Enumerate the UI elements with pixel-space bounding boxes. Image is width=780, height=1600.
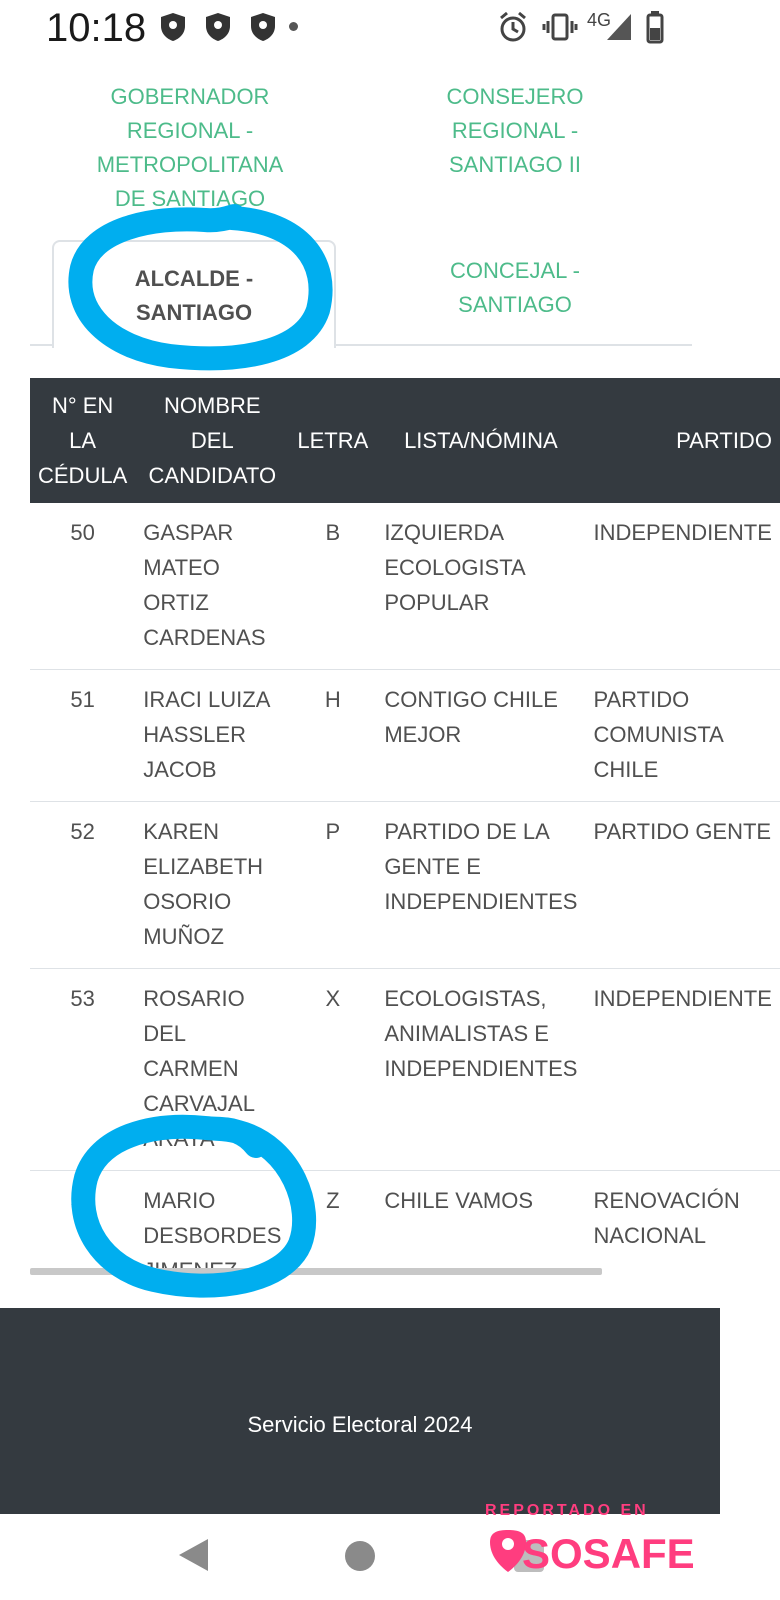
cell-partido: INDEPENDIENTE bbox=[593, 520, 772, 545]
cell-numero: 51 bbox=[30, 670, 135, 802]
candidates-table-container[interactable] bbox=[30, 378, 772, 1268]
cell-numero: 54 bbox=[30, 1171, 135, 1303]
cell-partido: RENOVACIÓN NACIONAL bbox=[585, 1171, 779, 1303]
cell-nombre: GASPAR MATEO ORTIZ CARDENAS bbox=[143, 520, 266, 650]
header-nombre: NOMBRE DEL CANDIDATO bbox=[135, 378, 289, 503]
cell-numero: 50 bbox=[70, 520, 95, 545]
election-tabs bbox=[30, 80, 692, 345]
page-footer bbox=[0, 1308, 720, 1514]
table-header-row bbox=[30, 378, 780, 503]
alarm-icon bbox=[498, 10, 528, 44]
tab-consejero-regional[interactable]: CONSEJERO REGIONAL - SANTIAGO II bbox=[446, 84, 584, 177]
footer-text: Servicio Electoral 2024 bbox=[247, 1412, 473, 1437]
tab-gobernador-regional[interactable]: GOBERNADOR REGIONAL - METROPOLITANA DE SANTIAGO bbox=[96, 84, 284, 211]
header-numero: N° EN LA CÉDULA bbox=[30, 378, 135, 503]
svg-text:SOSAFE: SOSAFE bbox=[522, 1530, 695, 1577]
cell-numero: 53 bbox=[30, 969, 135, 1171]
sosafe-logo bbox=[486, 1524, 706, 1590]
header-lista: LISTA/NÓMINA bbox=[376, 378, 585, 503]
cell-partido: PARTIDO COMUNISTA CHILE bbox=[585, 670, 779, 802]
battery-icon bbox=[646, 10, 664, 44]
cell-partido: INDEPENDIENTE bbox=[585, 969, 779, 1171]
header-letra: LETRA bbox=[289, 378, 376, 503]
cell-letra: Z bbox=[289, 1171, 376, 1303]
cell-lista: CONTIGO CHILE MEJOR bbox=[376, 670, 585, 802]
cell-letra: X bbox=[289, 969, 376, 1171]
watermark-caption: REPORTADO EN bbox=[485, 1502, 649, 1519]
shield-icon bbox=[203, 11, 233, 43]
cell-nombre: MARIO DESBORDES bbox=[135, 1171, 289, 1303]
cell-numero: 52 bbox=[30, 802, 135, 969]
header-partido: PARTIDO bbox=[585, 378, 779, 503]
cell-nombre: KAREN ELIZABETH OSORIO MUÑOZ bbox=[135, 802, 289, 969]
status-time: 10:18 bbox=[46, 6, 147, 50]
tab-alcalde[interactable] bbox=[52, 240, 336, 348]
cell-lista: ECOLOGISTAS, ANIMALISTAS E INDEPENDIENTES bbox=[376, 969, 585, 1171]
shield-icon bbox=[248, 11, 278, 43]
cell-lista: IZQUIERDA ECOLOGISTA POPULAR bbox=[384, 520, 525, 615]
notification-dot bbox=[289, 22, 298, 31]
table-row bbox=[30, 802, 780, 969]
table-row bbox=[30, 1171, 780, 1303]
vibrate-icon bbox=[543, 10, 577, 44]
cell-lista: CHILE VAMOS bbox=[376, 1171, 585, 1303]
table-horizontal-scrollbar[interactable] bbox=[30, 1268, 602, 1275]
cell-letra: H bbox=[289, 670, 376, 802]
tab-alcalde-label: ALCALDE - SANTIAGO bbox=[134, 266, 254, 325]
table-row bbox=[30, 503, 780, 670]
cell-lista: PARTIDO DE LA GENTE E INDEPENDIENTES bbox=[376, 802, 585, 969]
tab-concejal[interactable]: CONCEJAL - SANTIAGO bbox=[450, 258, 580, 317]
candidates-table bbox=[30, 378, 780, 1302]
home-icon[interactable] bbox=[345, 1541, 375, 1571]
back-icon[interactable] bbox=[176, 1536, 210, 1574]
cell-letra: P bbox=[289, 802, 376, 969]
cell-partido: PARTIDO GENTE bbox=[585, 802, 779, 969]
signal-icon bbox=[605, 10, 633, 42]
cell-nombre: ROSARIO DEL CARMEN CARVAJAL ARAYA bbox=[135, 969, 289, 1171]
cell-nombre: IRACI LUIZA HASSLER JACOB bbox=[135, 670, 289, 802]
table-row bbox=[30, 670, 780, 802]
cell-letra: B bbox=[325, 520, 341, 545]
table-row bbox=[30, 969, 780, 1171]
network-type: 4G bbox=[587, 10, 612, 30]
shield-icon bbox=[158, 11, 188, 43]
status-bar bbox=[0, 0, 720, 58]
